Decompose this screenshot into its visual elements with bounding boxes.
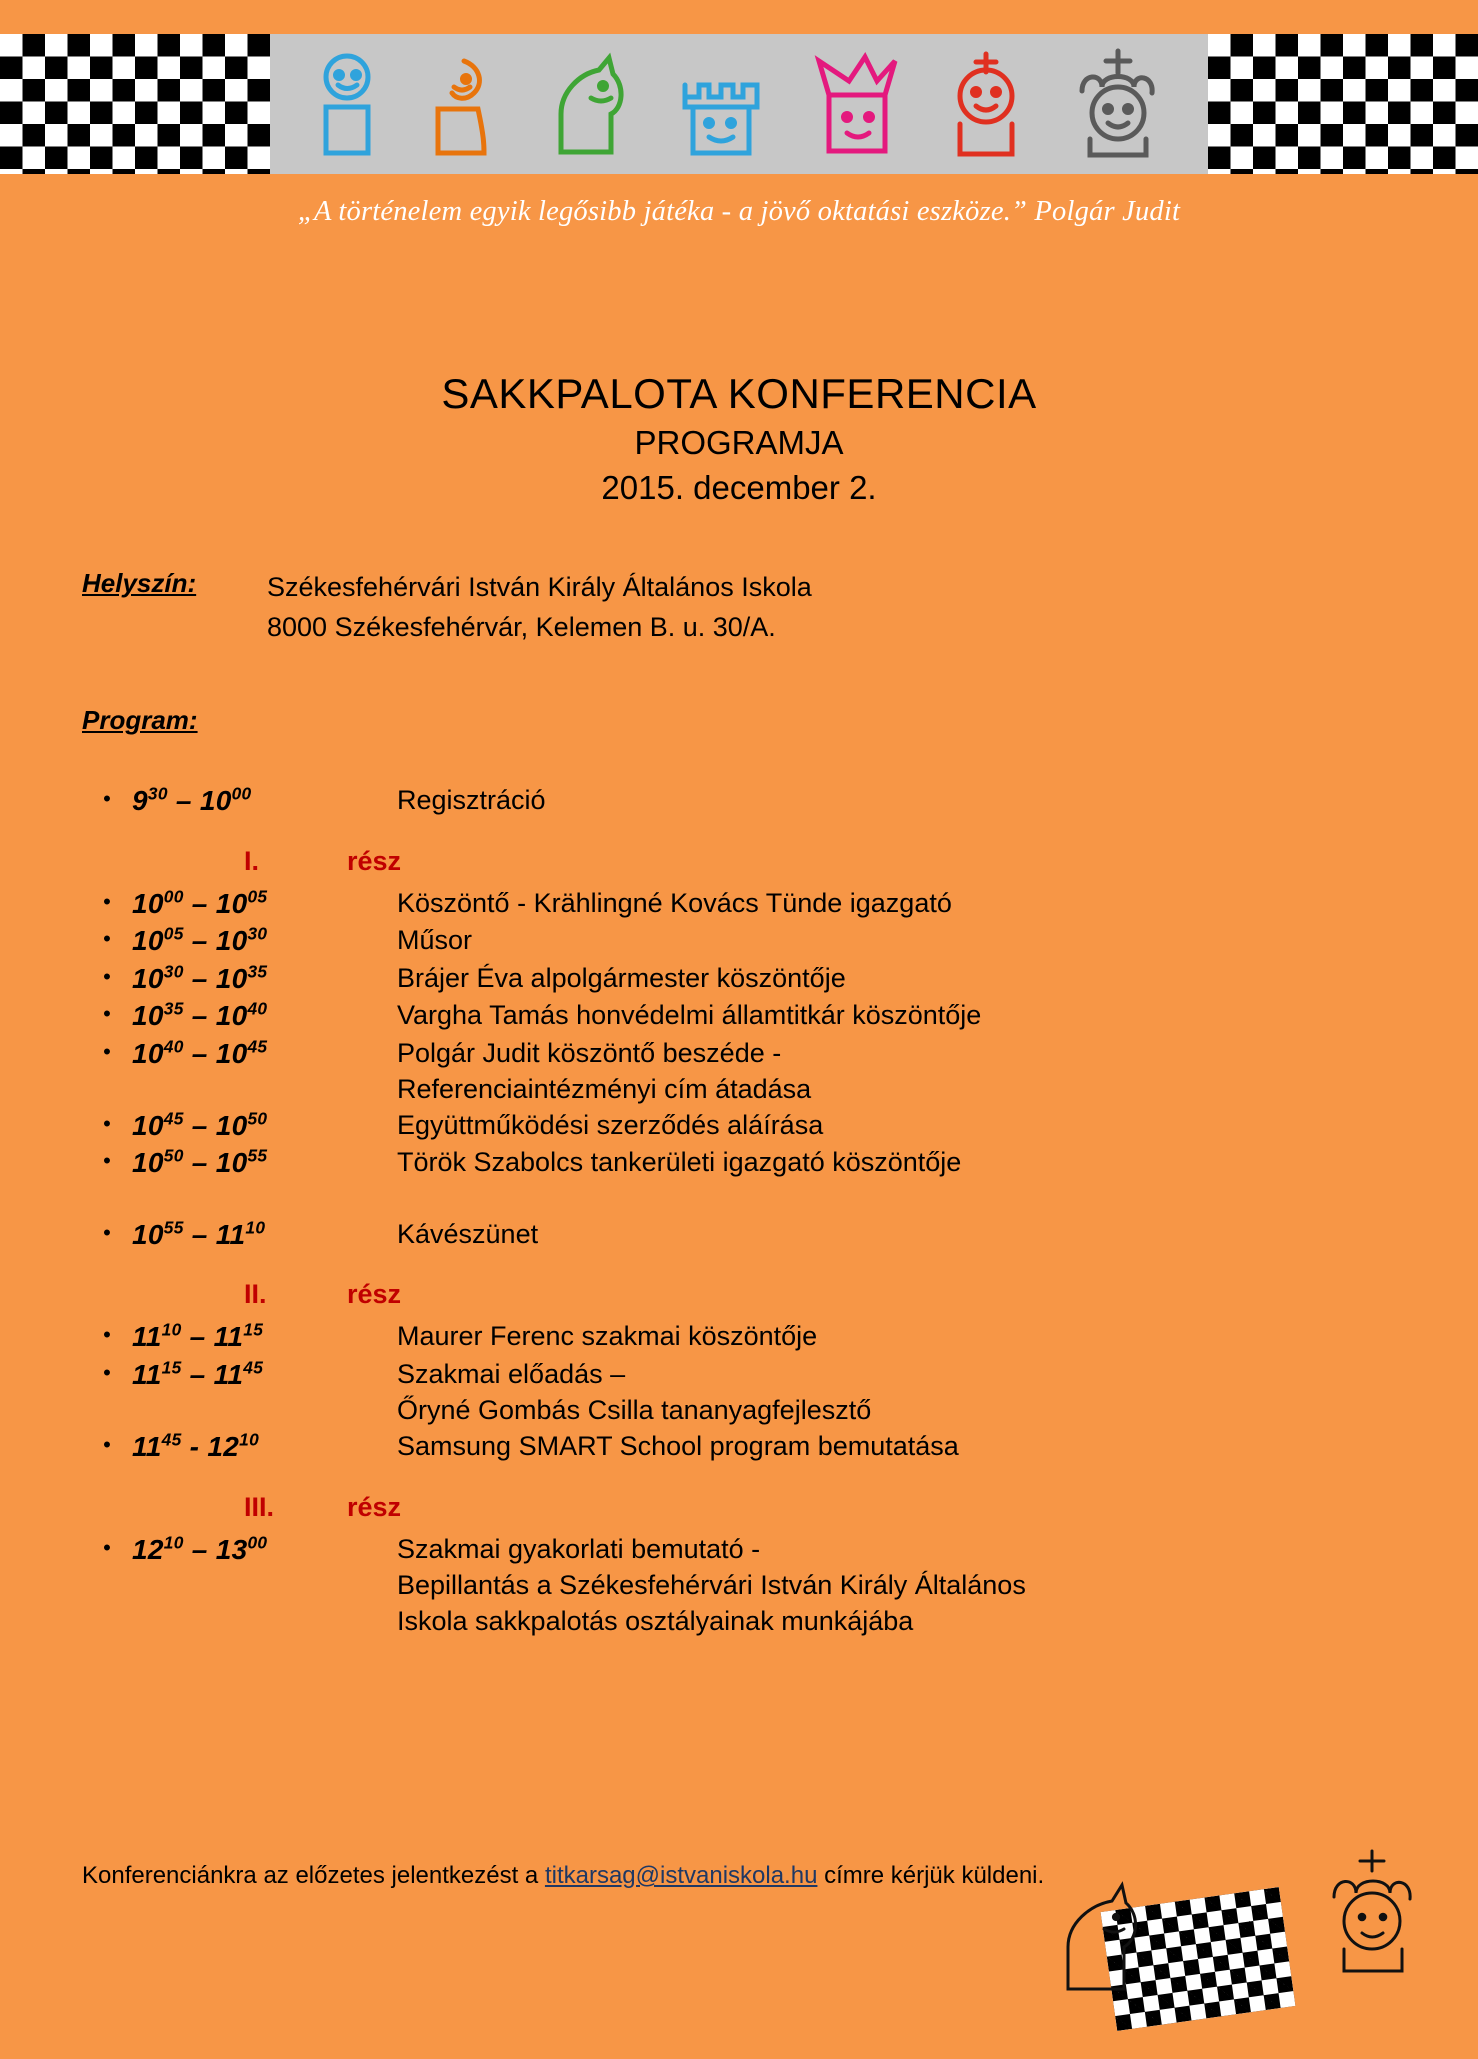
part-word: rész bbox=[347, 845, 402, 876]
page-subtitle: PROGRAMJA bbox=[634, 424, 844, 462]
figure-grey-king-icon bbox=[1062, 47, 1174, 161]
schedule-row bbox=[82, 1144, 1402, 1182]
bullet-icon: • bbox=[103, 1148, 111, 1174]
schedule-description: Kávészünet bbox=[397, 1218, 539, 1249]
bullet-icon: • bbox=[103, 926, 111, 952]
event-date: 2015. december 2. bbox=[601, 469, 877, 507]
schedule-row bbox=[82, 997, 1402, 1035]
venue-label: Helyszín: bbox=[82, 568, 197, 598]
schedule-description: Regisztráció bbox=[397, 785, 546, 815]
program-label: Program: bbox=[82, 705, 198, 735]
schedule-time: $10^{05} - 10^{30}$ bbox=[132, 923, 268, 957]
schedule-description: Szakmai előadás – Őryné Gombás Csilla tananyagfejlesztő bbox=[397, 1356, 1402, 1428]
schedule-description: Maurer Ferenc szakmai köszöntője bbox=[397, 1321, 818, 1352]
bullet-icon: • bbox=[103, 786, 111, 811]
bullet-icon: • bbox=[103, 1001, 111, 1027]
schedule-description: Vargha Tamás honvédelmi államtitkár köszöntője bbox=[397, 1000, 982, 1031]
bullet-icon: • bbox=[103, 1219, 111, 1245]
bullet-icon: • bbox=[103, 888, 111, 914]
schedule-row bbox=[82, 1035, 1402, 1107]
venue-section bbox=[82, 568, 1382, 648]
schedule-row-registration bbox=[82, 782, 1402, 820]
figure-knight-outline-icon bbox=[1038, 1869, 1158, 1999]
schedule-description-line2: Őryné Gombás Csilla tananyagfejlesztő bbox=[397, 1395, 872, 1426]
venue-address bbox=[267, 568, 812, 648]
schedule-time: $10^{00} - 10^{05}$ bbox=[132, 886, 268, 919]
schedule-time: $12^{10} - 13^{00}$ bbox=[132, 1532, 268, 1565]
schedule-row bbox=[82, 1356, 1402, 1428]
spacer bbox=[82, 1182, 1402, 1216]
schedule-row bbox=[82, 1531, 1402, 1640]
schedule-description: Samsung SMART School program bemutatása bbox=[397, 1431, 959, 1462]
part-word: rész bbox=[347, 1491, 402, 1522]
bottom-decoration bbox=[1038, 1839, 1438, 2059]
figure-green-knight-icon bbox=[535, 48, 639, 160]
schedule-description-line2: Bepillantás a Székesfehérvári István Király Általános bbox=[397, 1570, 1026, 1601]
schedule-time: $10^{35} - 10^{40}$ bbox=[132, 998, 268, 1032]
figure-red-king-icon bbox=[938, 48, 1034, 160]
figure-blue-pawn-icon bbox=[304, 49, 390, 159]
header-banner bbox=[0, 34, 1478, 174]
schedule-time: $11^{10} - 11^{15}$ bbox=[132, 1320, 264, 1353]
page-title: SAKKPALOTA KONFERENCIA bbox=[441, 370, 1037, 417]
part-word: rész bbox=[347, 1279, 402, 1310]
part-heading-two bbox=[82, 1279, 1402, 1310]
schedule-description: Műsor bbox=[397, 925, 473, 956]
part-number: I. bbox=[244, 845, 260, 876]
figure-orange-bishop-icon bbox=[418, 49, 508, 159]
schedule-description: Polgár Judit köszöntő beszéde - Referenciaintézményi cím átadása bbox=[397, 1035, 1402, 1107]
figure-king-outline-icon bbox=[1308, 1845, 1438, 1985]
schedule-description: Török Szabolcs tankerületi igazgató köszöntője bbox=[397, 1147, 962, 1178]
schedule-time: $11^{45} - 12^{10}$ bbox=[132, 1430, 260, 1463]
bullet-icon: • bbox=[103, 1432, 111, 1458]
part-number: III. bbox=[244, 1491, 275, 1522]
registration-note-after: címre kérjük küldeni. bbox=[817, 1862, 1045, 1889]
schedule-row bbox=[82, 1107, 1402, 1145]
header-quote: „A történelem egyik legősibb játéka - a jövő oktatási eszköze.” Polgár Judit bbox=[297, 196, 1181, 227]
schedule-time: $10^{50} - 10^{55}$ bbox=[132, 1146, 268, 1179]
schedule-time: $10^{45} - 10^{50}$ bbox=[132, 1108, 268, 1141]
bullet-icon: • bbox=[103, 1110, 111, 1136]
part-heading-three bbox=[82, 1492, 1402, 1523]
schedule-time: $10^{55} - 11^{10}$ bbox=[132, 1217, 266, 1250]
part-heading-one bbox=[82, 846, 1402, 877]
schedule-description-line2: Referenciaintézményi cím átadása bbox=[397, 1073, 812, 1104]
registration-note-before: Konferenciánkra az előzetes jelentkezést a bbox=[82, 1862, 545, 1889]
banner-figures-strip bbox=[270, 34, 1208, 174]
schedule-row bbox=[82, 1318, 1402, 1356]
venue-line-1: Székesfehérvári István Király Általános Iskola bbox=[267, 572, 812, 602]
bullet-icon: • bbox=[103, 1038, 111, 1064]
schedule-description: Brájer Éva alpolgármester köszöntője bbox=[397, 962, 846, 993]
bullet-icon: • bbox=[103, 963, 111, 989]
schedule-row bbox=[82, 922, 1402, 960]
bullet-icon: • bbox=[103, 1359, 111, 1385]
schedule-row-coffee-break bbox=[82, 1216, 1402, 1254]
schedule-description: Köszöntő - Krählingné Kovács Tünde igazgató bbox=[397, 887, 952, 918]
part-number: II. bbox=[244, 1279, 267, 1310]
figure-pink-queen-icon bbox=[803, 47, 911, 161]
program-schedule bbox=[82, 782, 1402, 1639]
bullet-icon: • bbox=[103, 1322, 111, 1348]
schedule-description-line3: Iskola sakkpalotás osztályainak munkájába bbox=[397, 1606, 914, 1637]
schedule-description: Szakmai gyakorlati bemutató - Bepillantás a Székesfehérvári István Király Általános Iskola sakkpalotás osztályainak munkájába bbox=[397, 1531, 1402, 1640]
title-block bbox=[0, 370, 1478, 510]
schedule-time: $10^{30} - 10^{35}$ bbox=[132, 961, 268, 994]
venue-line-2: 8000 Székesfehérvár, Kelemen B. u. 30/A. bbox=[267, 611, 776, 642]
schedule-time: $9^{30} - 10^{00}$ bbox=[132, 783, 252, 816]
registration-email-link[interactable]: titkarsag@istvaniskola.hu bbox=[544, 1862, 818, 1889]
schedule-row bbox=[82, 1428, 1402, 1466]
schedule-description: Együttműködési szerződés aláírása bbox=[397, 1109, 824, 1140]
checkerboard-left-decoration bbox=[0, 34, 270, 174]
schedule-time: $10^{40} - 10^{45}$ bbox=[132, 1036, 268, 1069]
schedule-time: $11^{15} - 11^{45}$ bbox=[132, 1357, 264, 1390]
schedule-row bbox=[82, 885, 1402, 923]
checkerboard-right-decoration bbox=[1208, 34, 1478, 174]
schedule-row bbox=[82, 960, 1402, 998]
bullet-icon: • bbox=[103, 1534, 111, 1560]
figure-blue-rook-icon bbox=[667, 49, 775, 159]
